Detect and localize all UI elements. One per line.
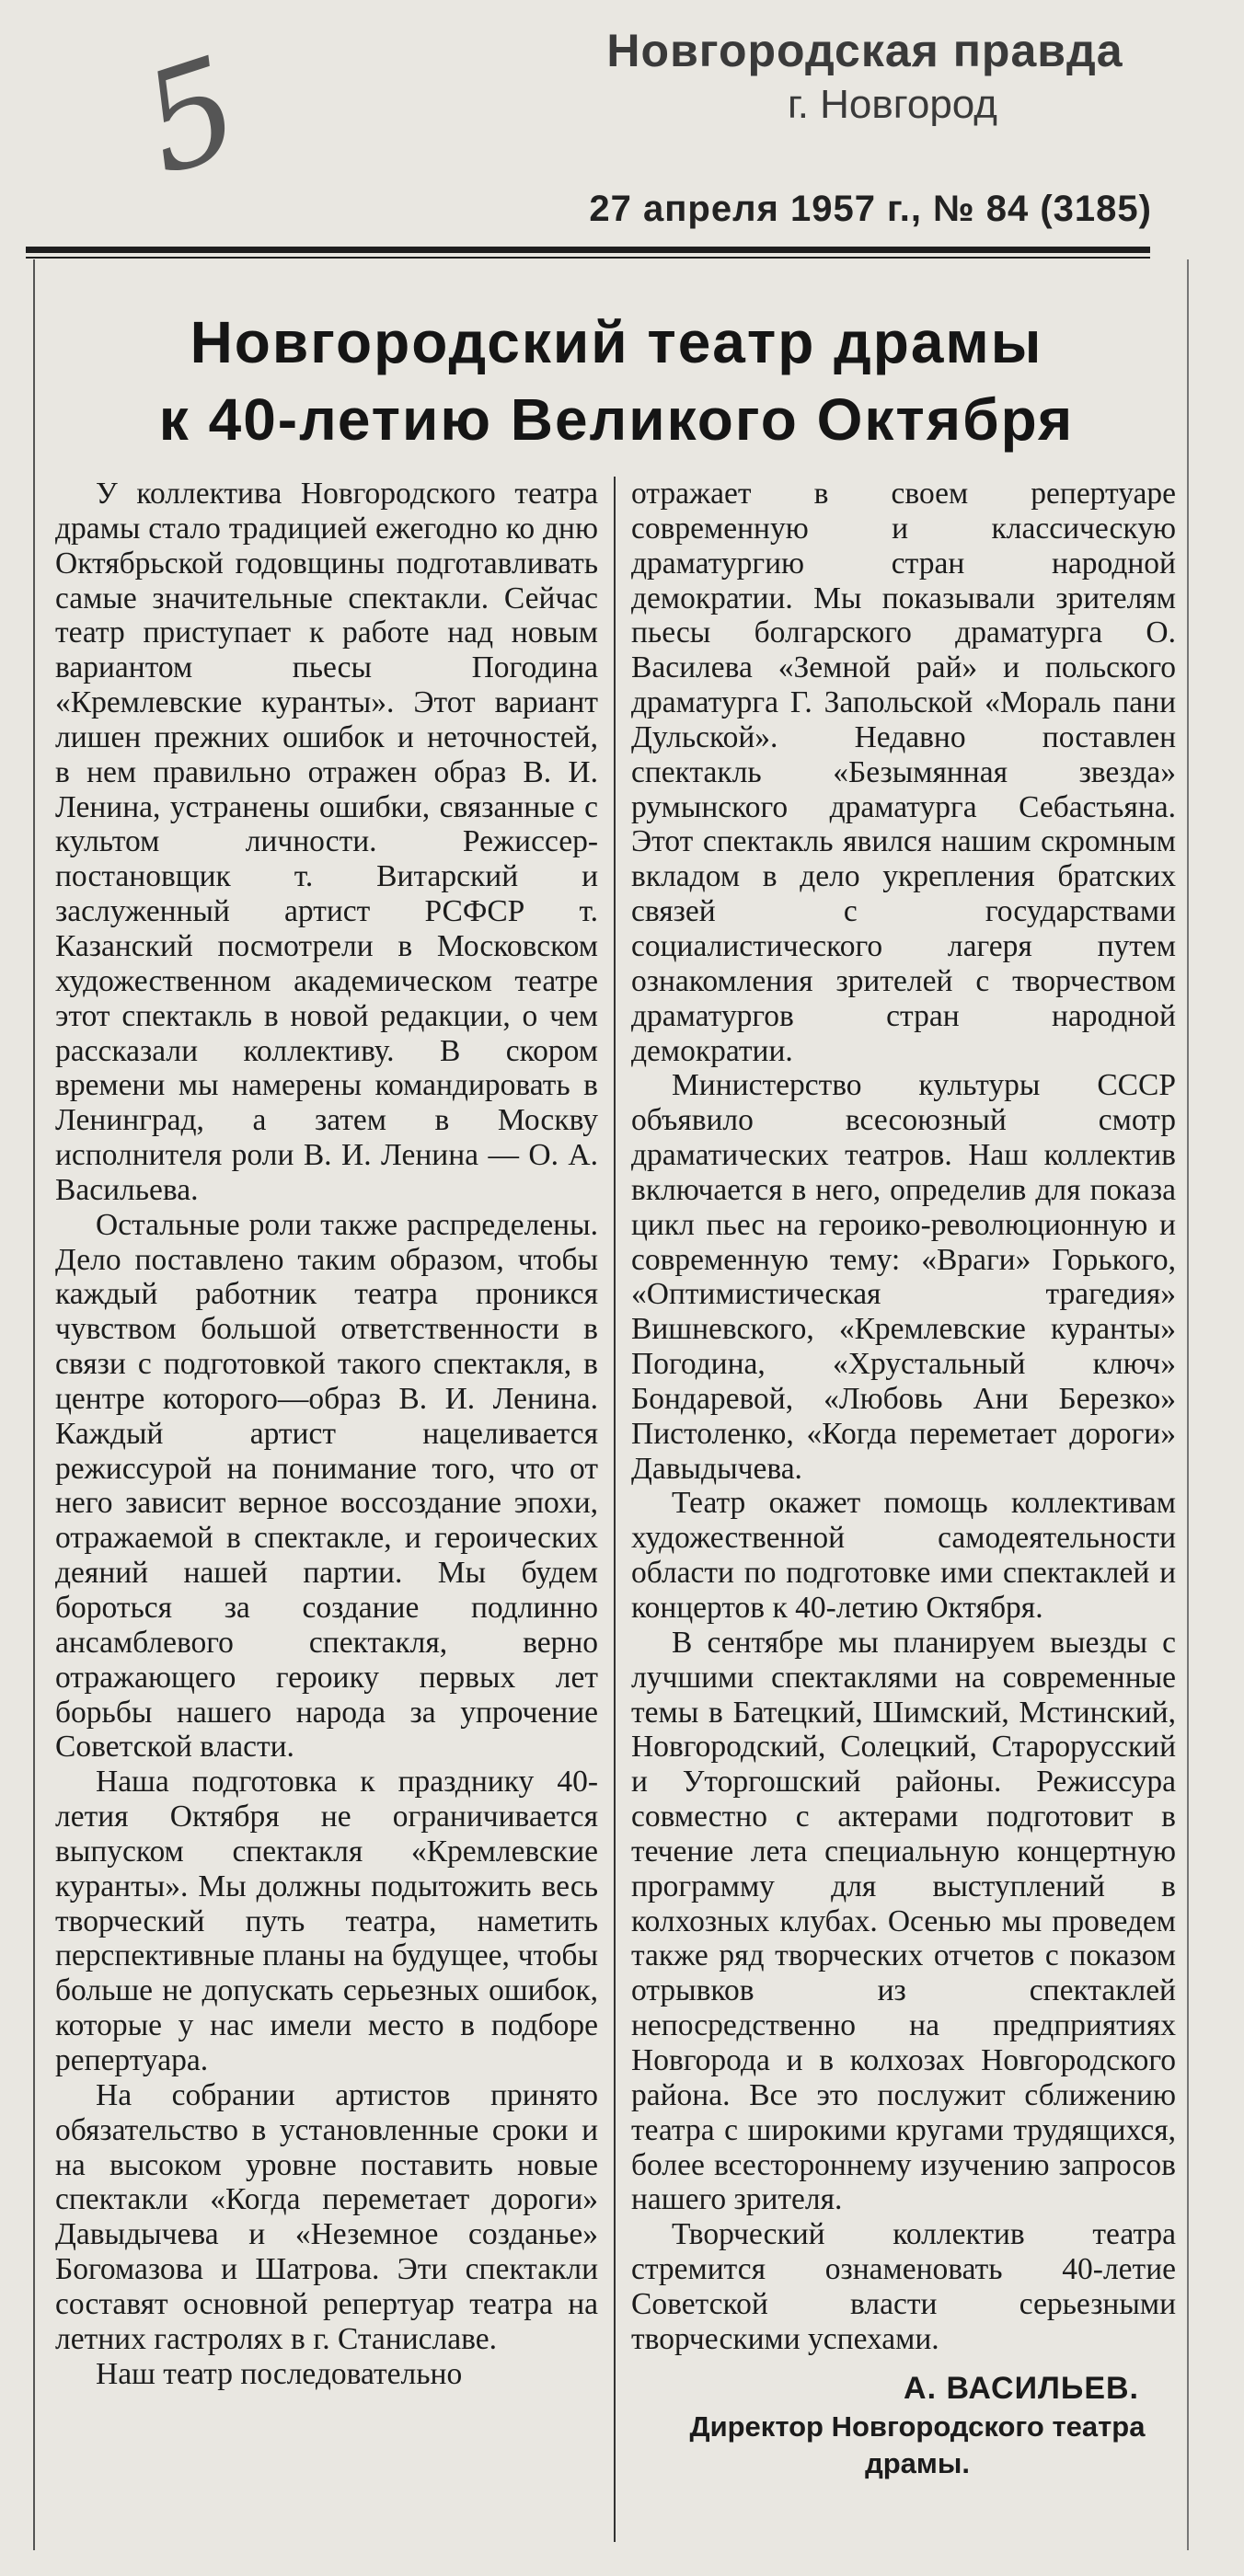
article-signature bbox=[631, 2368, 1176, 2482]
newspaper-name: Новгородская правда bbox=[606, 25, 1123, 76]
article-paragraph: На собрании артистов принято обязательство в установленные сроки и на высоком уровне поставить новые спектакли «Когда переметает дороги» Давыдычева и «Неземное созданье» Богомазова и Шатрова. Эти спектакли составят основной репертуар театра на летних гастролях в г. Станиславе. bbox=[55, 2077, 598, 2356]
article-paragraph: Наша подготовка к празднику 40-летия Октября не ограничивается выпуском спектакля «Кремлевские куранты». Мы должны подытожить весь творческий путь театра, наметить перспективные планы на будущее, чтобы больше не допускать серьезных ошибок, которые у нас имели место в подборе репертуара. bbox=[55, 1765, 598, 2077]
author-title: Директор Новгородского театра драмы. bbox=[689, 2409, 1146, 2479]
column-divider bbox=[614, 477, 616, 2542]
handwritten-page-number: 5 bbox=[124, 27, 258, 207]
header-rule-thick bbox=[26, 247, 1150, 253]
newspaper-city: г. Новгород bbox=[788, 82, 997, 127]
article-paragraph: Наш театр последовательно bbox=[96, 2356, 463, 2391]
article-column-right bbox=[631, 477, 1176, 2537]
article-paragraph: В сентябре мы планируем выезды с лучшими спектаклями на современные темы в Батецкий, Шимский, Мстинский, Новгородский, Солецкий, Старорусский и Уторгошский районы. Режиссура совместно с актерами подготовит в течение лета специальную концертную программу для выступлений в колхозных клубах. Осенью мы проведем также ряд творческих отчетов с показом отрывков из спектаклей непосредственно на предприятиях Новгорода и в колхозах Новгородского района. Все это послужит сближению театра с широкими кругами трудящихся, более всестороннему изучению запросов нашего зрителя. bbox=[631, 1625, 1176, 2217]
header-rule-thin bbox=[26, 257, 1150, 259]
clipping-edge-left bbox=[33, 259, 35, 2550]
article-paragraph: отражает в своем репертуаре современную и классическую драматургию стран народной демократии. Мы показывали зрителям пьесы болгарского драматурга О. Василева «Земной рай» и польского драматурга Г. Запольской «Мораль пани Дульской». Недавно поставлен спектакль «Безымянная звезда» румынского драматурга Себастьяна. Этот спектакль явился нашим скромным вкладом в дело укрепления братских связей с государствами социалистического лагеря путем ознакомления зрителей с творчеством драматургов стран народной демократии. bbox=[631, 477, 1176, 1068]
issue-dateline: 27 апреля 1957 г., № 84 (3185) bbox=[589, 189, 1152, 229]
clipping-edge-right bbox=[1187, 259, 1189, 2550]
article-paragraph: У коллектива Новгородского театра драмы стало традицией ежегодно ко дню Октябрьской годовщины подготавливать самые значительные спектакли. Сейчас театр приступает к работе над новым вариантом пьесы Погодина «Кремлевские куранты». Этот вариант лишен прежних ошибок и неточностей, в нем правильно отражен образ В. И. Ленина, устранены ошибки, связанные с культом личности. Режиссер-постановщик т. Витарский и заслуженный артист РСФСР т. Казанский посмотрели в Московском художественном академическом театре этот спектакль в новой редакции, о чем рассказали коллективу. В скором времени мы намерены командировать в Ленинград, а затем в Москву исполнителя роли В. И. Ленина — О. А. Васильева. bbox=[55, 477, 598, 1207]
article-paragraph: Театр окажет помощь коллективам художественной самодеятельности области по подготовке ими спектаклей и концертов к 40-летию Октября. bbox=[631, 1486, 1176, 1625]
article-paragraph: Остальные роли также распределены. Дело поставлено таким образом, чтобы каждый работник театра проникся чувством большой ответственности в связи с подготовкой такого спектакля, в центре которого—образ В. И. Ленина. Каждый артист нацеливается режиссурой на понимание того, что от него зависит верное воссоздание эпохи, отражаемой в спектакле, и героических деяний нашей партии. Мы будем бороться за создание подлинно ансамблевого спектакля, верно отражающего героику первых лет борьбы нашего народа за упрочение Советской власти. bbox=[55, 1207, 598, 1765]
author-name: А. ВАСИЛЬЕВ. bbox=[904, 2370, 1139, 2406]
article-paragraph: Творческий коллектив театра стремится ознаменовать 40-летие Советской власти серьезными творческими успехами. bbox=[631, 2217, 1176, 2356]
article-headline bbox=[55, 304, 1178, 458]
article-column-left bbox=[55, 477, 598, 2537]
newspaper-stamp bbox=[570, 26, 1159, 128]
headline-line-2: к 40-летию Великого Октября bbox=[158, 386, 1075, 453]
article-paragraph: Министерство культуры СССР объявило всесоюзный смотр драматических театров. Наш коллектив включается в него, определив для показа цикл пьес на героико-революционную и современную тему: «Враги» Горького, «Оптимистическая трагедия» Вишневского, «Кремлевские куранты» Погодина, «Хрустальный ключ» Бондаревой, «Любовь Ани Березко» Пистоленко, «Когда переметает дороги» Давыдычева. bbox=[631, 1068, 1176, 1486]
headline-line-1: Новгородский театр драмы bbox=[190, 309, 1043, 375]
